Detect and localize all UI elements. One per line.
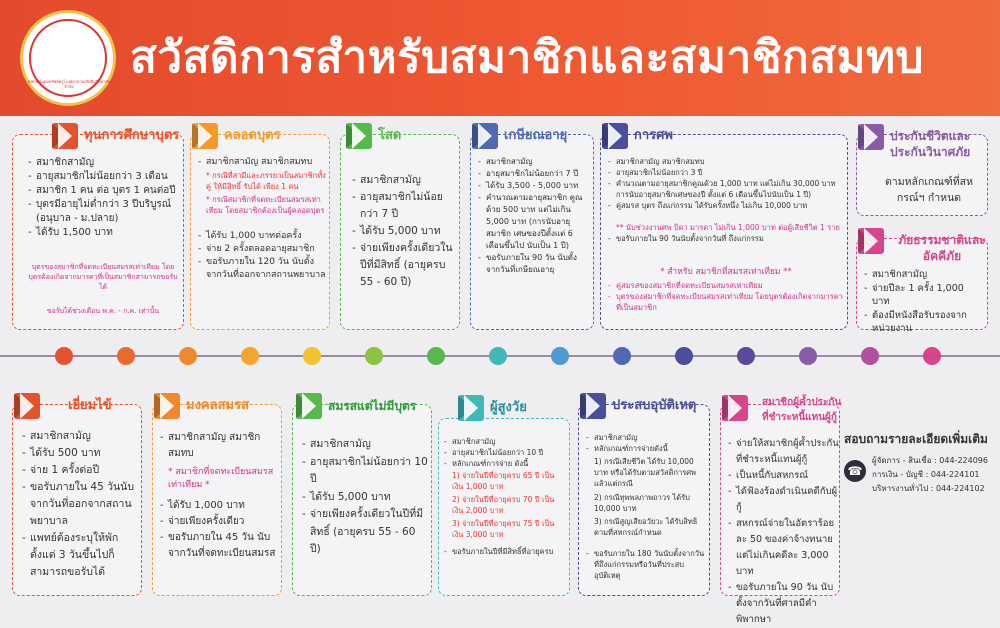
list-item: - จ่าย 1 ครั้งต่อปี (22, 462, 140, 479)
insurance-body: ตามหลักเกณฑ์ที่สหกรณ์ฯ กำหนด (884, 176, 973, 204)
list-accident-last (586, 548, 708, 581)
list-item: - สมาชิก 1 คน ต่อ บุตร 1 คนต่อปี (28, 184, 178, 198)
list-funeral-2 (608, 233, 844, 244)
tab-retirement (472, 123, 576, 149)
timeline-dot (303, 347, 321, 365)
chevron-icon (458, 395, 484, 421)
list-item: - สมาชิกสามัญ (864, 268, 984, 282)
list-item: - ได้รับ 1,000 บาทต่อครั้ง (198, 230, 326, 243)
contact-phone[interactable]: 044-224102 (935, 484, 985, 493)
list-single (352, 172, 456, 291)
chevron-icon (52, 123, 78, 149)
list-accident (586, 432, 708, 454)
list-item: - หลักเกณฑ์การจ่าย ดังนี้ (444, 458, 566, 469)
list-childbirth-2 (198, 230, 326, 282)
tab-accident (580, 393, 710, 419)
contact-phone[interactable]: 044-224101 (930, 470, 980, 479)
accident-rule-3: 3) กรณีสูญเสียอวัยวะ ได้รับสิทธิตามที่สหกรณ์กำหนด (594, 517, 698, 537)
funeral-equal-marriage-heading: * สำหรับ สมาชิกที่สมรสเท่าเทียม ** (660, 267, 792, 277)
accident-rule-2: 2) กรณีทุพพลภาพถาวร ได้รับ 10,000 บาท (594, 493, 690, 513)
list-item: - ขอรับภายในปีที่มีสิทธิ์ที่อายุครบ (444, 546, 568, 557)
list-item: - จ่ายเพียงครั้งเดียวในปีที่มีสิทธิ์ (อายุครบ 55 - 60 ปี) (352, 240, 456, 291)
tab-childbirth (192, 123, 302, 149)
list-wedding (160, 430, 280, 462)
timeline-dot (923, 347, 941, 365)
chevron-icon (296, 393, 322, 419)
logo-text: สหกรณ์ออมทรัพย์ครูโรงพยาบาลเลิดสินวิทยาลัย จำกัด (28, 79, 110, 89)
list-funeral-notes (608, 280, 844, 313)
list-item: - ได้รับ 5,000 บาท (302, 489, 428, 507)
list-item: - ได้รับ 1,500 บาท (28, 226, 178, 240)
list-item: - ได้รับ 5,000 บาท (352, 223, 456, 240)
contact-label: ผู้จัดการ - สินเชื่อ : (872, 456, 937, 465)
list-item: - จ่ายเพียงครั้งเดียว (160, 514, 280, 530)
elderly-tier-1: 1) จ่ายในปีที่อายุครบ 65 ปี เป็นเงิน 1,000 บาท (452, 471, 555, 491)
list-item: - สมาชิกสามัญ (444, 436, 566, 447)
timeline-dot (489, 347, 507, 365)
list-item: - สมาชิกสามัญ (302, 436, 428, 454)
list-item: - สมาชิกสามัญ (28, 156, 178, 170)
tab-married-no-children-label: สมรสแต่ไม่มีบุตร (328, 399, 417, 413)
list-item: - บุตรของสมาชิกที่จดทะเบียนสมรสเท่าเทียม โดยบุตรต้องเกิดจากมารดาที่เป็นสมาชิก (608, 291, 844, 313)
note-childbirth-1: * กรณีที่สามีและภรรยาเป็นสมาชิกทั้งคู่ ให้มีสิทธิ์ รับได้ เพียง 1 คน (206, 171, 326, 191)
phone-icon: ☎ (844, 460, 866, 482)
contact-row (872, 454, 988, 468)
list-item: - จ่ายให้สมาชิกผู้ค้ำประกันที่ชำระหนี้แทนผู้กู้ (728, 436, 840, 468)
timeline-dot (427, 347, 445, 365)
cooperative-logo (20, 10, 116, 106)
chevron-icon (858, 124, 884, 150)
timeline-dot (117, 347, 135, 365)
list-item: - ขอรับภายใน 45 วันนับจากวันที่ออกจากสถานพยาบาล (22, 479, 140, 530)
list-item: - สมาชิกสามัญ (478, 156, 590, 168)
note-funeral-1: ** นับช่วงงานศพ บิดา มารดา ไม่เกิน 1,000 บาท ต่อผู้เสียชีวิต 1 ราย (616, 223, 840, 232)
chevron-icon (154, 393, 180, 419)
list-item: - คู่สมรสของสมาชิกที่จดทะเบียนสมรสเท่าเทียม (608, 280, 844, 291)
contact-info (844, 430, 994, 493)
list-item: - ได้รับ 1,000 บาท (160, 498, 280, 514)
tab-guarantor-label: สมาชิกผู้ค้ำประกันที่ชำระหนี้แทนผู้กู้ (762, 397, 842, 423)
list-item: - สมาชิกสามัญ (586, 432, 708, 443)
list-item: - อายุสมาชิกไม่น้อยกว่า 3 ปี (608, 167, 844, 178)
tab-disaster-label: ภัยธรรมชาติและอัคคีภัย (898, 233, 986, 263)
list-item: - สมาชิกสามัญ (22, 428, 140, 445)
accident-rule-1: 1) กรณีเสียชีวิต ได้รับ 10,000 บาท หรือได้รับตามสวัสดิการศพแล้วแต่กรณี (594, 457, 696, 488)
contact-phone[interactable]: 044-224096 (939, 456, 988, 465)
timeline-dot (613, 347, 631, 365)
list-item: - ต้องมีหนังสือรับรองจากหน่วยงาน (864, 309, 984, 336)
contact-rows (872, 454, 988, 496)
chevron-icon (722, 395, 748, 421)
elderly-tier-3: 3) จ่ายในปีที่อายุครบ 75 ปี เป็นเงิน 3,000 บาท (452, 519, 555, 539)
note-childbirth-2: * กรณีสมาชิกที่จดทะเบียนสมรสเท่าเทียม โดยสมาชิกต้องเป็นผู้คลอดบุตร (206, 195, 325, 215)
timeline-dot (861, 347, 879, 365)
list-elderly (444, 436, 566, 469)
list-item: - ขอรับภายใน 120 วัน นับตั้งจากวันที่ออกจากสถานพยาบาล (198, 256, 326, 282)
list-item: - ขอรับภายใน 90 วันนับตั้งจากวันที่ ถึงแก่กรรม (608, 233, 844, 244)
contact-title: สอบถามรายละเอียดเพิ่มเติม (844, 432, 988, 446)
chevron-icon (14, 393, 40, 419)
list-item: - เป็นหนี้กับสหกรณ์ (728, 468, 840, 484)
list-item: - จ่าย 2 ครั้งตลอดอายุสมาชิก (198, 243, 326, 256)
list-item: - หลักเกณฑ์การจ่ายดังนี้ (586, 443, 708, 454)
list-wedding-2 (160, 498, 280, 562)
chevron-icon (602, 123, 628, 149)
tab-funeral (602, 123, 692, 149)
list-elderly-last (444, 546, 568, 557)
note-scholarship-1: บุตรของสมาชิกที่จดทะเบียนสมรสเท่าเทียม โดยบุตรต้องเกิดจากมารดาที่เป็นสมาชิกสามารถขอรับได้ (28, 263, 178, 291)
list-item: - แพทย์ต้องระบุให้พักตั้งแต่ 3 วันขึ้นไปก็สามารถขอรับได้ (22, 530, 140, 581)
list-guarantor (728, 436, 840, 628)
list-item: - สมาชิกสามัญ (352, 172, 456, 189)
list-item: - ได้รับ 500 บาท (22, 445, 140, 462)
timeline-dot (799, 347, 817, 365)
list-item: - อายุสมาชิกไม่น้อยกว่า 10 ปี (302, 454, 428, 489)
note-wedding: * สมาชิกที่จดทะเบียนสมรสเท่าเทียม * (168, 467, 274, 490)
chevron-icon (472, 123, 498, 149)
list-item: - สหกรณ์จ่ายในอัตราร้อยละ 50 ของค่าจ้างทนาย แต่ไม่เกินคดีละ 3,000 บาท (728, 516, 840, 580)
chevron-icon (192, 123, 218, 149)
timeline-dot (241, 347, 259, 365)
header-banner (0, 0, 1000, 116)
tab-single (346, 123, 426, 149)
tab-childbirth-label: คลอดบุตร (224, 128, 281, 143)
tab-elderly (458, 395, 558, 421)
list-item: - บุตรมีอายุไม่ต่ำกว่า 3 ปีบริบูรณ์ (อนุบาล - ม.ปลาย) (28, 198, 178, 226)
tab-hospital-visit-label: เยี่ยมไข้ (68, 398, 112, 413)
tab-hospital-visit (14, 393, 130, 419)
list-item: - ได้รับ 3,500 - 5,000 บาท (478, 180, 590, 192)
tab-insurance-label: ประกันชีวิตและประกันวินาศภัย (890, 129, 971, 159)
timeline-dot (675, 347, 693, 365)
list-item: - คำนวณตามอายุสมาชิก คูณด้วย 500 บาท แต่ไม่เกิน 5,000 บาท (การนับอายุสมาชิก เศษของปีตั้งแต่ 6 เดือนขึ้นไป นับเป็น 1 ปี) (478, 192, 590, 252)
tab-scholarship (52, 123, 180, 149)
elderly-tier-2: 2) จ่ายในปีที่อายุครบ 70 ปี เป็นเงิน 2,000 บาท (452, 495, 555, 515)
tab-scholarship-label: ทุนการศึกษาบุตร (84, 128, 180, 143)
contact-row (872, 482, 988, 496)
timeline-dot (737, 347, 755, 365)
timeline-dot (179, 347, 197, 365)
page-title: สวัสดิการสำหรับสมาชิกและสมาชิกสมทบ (130, 32, 924, 83)
list-retirement (478, 156, 590, 276)
list-disaster (864, 268, 984, 336)
list-scholarship (28, 156, 178, 240)
tab-funeral-label: การศพ (634, 128, 673, 143)
list-item: - อายุสมาชิกไม่น้อยกว่า 7 ปี (478, 168, 590, 180)
chevron-icon (346, 123, 372, 149)
list-item: - ขอรับภายใน 45 วัน นับจากวันที่จดทะเบียนสมรส (160, 530, 280, 562)
timeline-dot (551, 347, 569, 365)
list-item: - อายุสมาชิกไม่น้อยกว่า 7 ปี (352, 189, 456, 223)
contact-row (872, 468, 988, 482)
tab-married-no-children (296, 393, 432, 419)
chevron-icon (858, 228, 884, 254)
list-item: - คู่สมรส บุตร ถึงแก่กรรม ได้รับครั้งหนึ่ง ไม่เกิน 10,000 บาท (608, 200, 844, 211)
list-item: - จ่ายเพียงครั้งเดียวในปีที่มีสิทธิ์ (อายุครบ 55 - 60 ปี) (302, 506, 428, 559)
list-item: - อายุสมาชิกไม่น้อยกว่า 3 เดือน (28, 170, 178, 184)
tab-guarantor (722, 391, 846, 427)
note-scholarship-2: ขอรับได้ช่วงเดือน พ.ค. - ก.ค. เท่านั้น (46, 307, 160, 315)
tab-retirement-label: เกษียณอายุ (504, 128, 568, 143)
list-funeral (608, 156, 844, 211)
tab-elderly-label: ผู้สูงวัย (490, 400, 527, 415)
list-item: - ขอรับภายใน 90 วัน นับตั้งจากวันที่เกษียณอายุ (478, 252, 590, 276)
contact-label: บริหารงานทั่วไป : (872, 484, 934, 493)
tab-insurance (858, 124, 990, 164)
list-item: - สมาชิกสามัญ สมาชิกสมทบ (160, 430, 280, 462)
list-item: - จ่ายปีละ 1 ครั้ง 1,000 บาท (864, 282, 984, 309)
list-item: - ได้ฟ้องร้องดำเนินคดีกับผู้กู้ (728, 484, 840, 516)
list-item: - ขอรับภายใน 90 วัน นับตั้งจากวันที่ศาลมีคำพิพากษา (728, 580, 840, 628)
tab-single-label: โสด (378, 128, 402, 143)
list-item: - สมาชิกสามัญ สมาชิกสมทบ (198, 156, 326, 169)
contact-label: การเงิน - บัญชี : (872, 470, 929, 479)
timeline-dot (55, 347, 73, 365)
list-childbirth (198, 156, 326, 169)
tab-wedding-label: มงคลสมรส (186, 398, 250, 413)
list-item: - สมาชิกสามัญ สมาชิกสมทบ (608, 156, 844, 167)
list-hospital-visit (22, 428, 140, 581)
list-item: - คำนวณตามอายุสมาชิกคูณด้วย 1,000 บาท แต่ไม่เกิน 30,000 บาท การนับอายุสมาชิกเศษของปี ตั้งแต่ 6 เดือนขึ้นไปนับเป็น 1 ปี) (608, 178, 844, 200)
timeline-dot (365, 347, 383, 365)
list-married-no-children (302, 436, 428, 559)
tab-accident-label: ประสบอุบัติเหตุ (612, 398, 697, 413)
list-item: - อายุสมาชิกไม่น้อยกว่า 10 ปี (444, 447, 566, 458)
tab-disaster (858, 228, 990, 268)
list-item: - ขอรับภายใน 180 วันนับตั้งจากวันที่ถึงแก่กรรมหรือวันที่ประสบอุบัติเหตุ (586, 548, 708, 581)
tab-wedding (154, 393, 284, 419)
chevron-icon (580, 393, 606, 419)
